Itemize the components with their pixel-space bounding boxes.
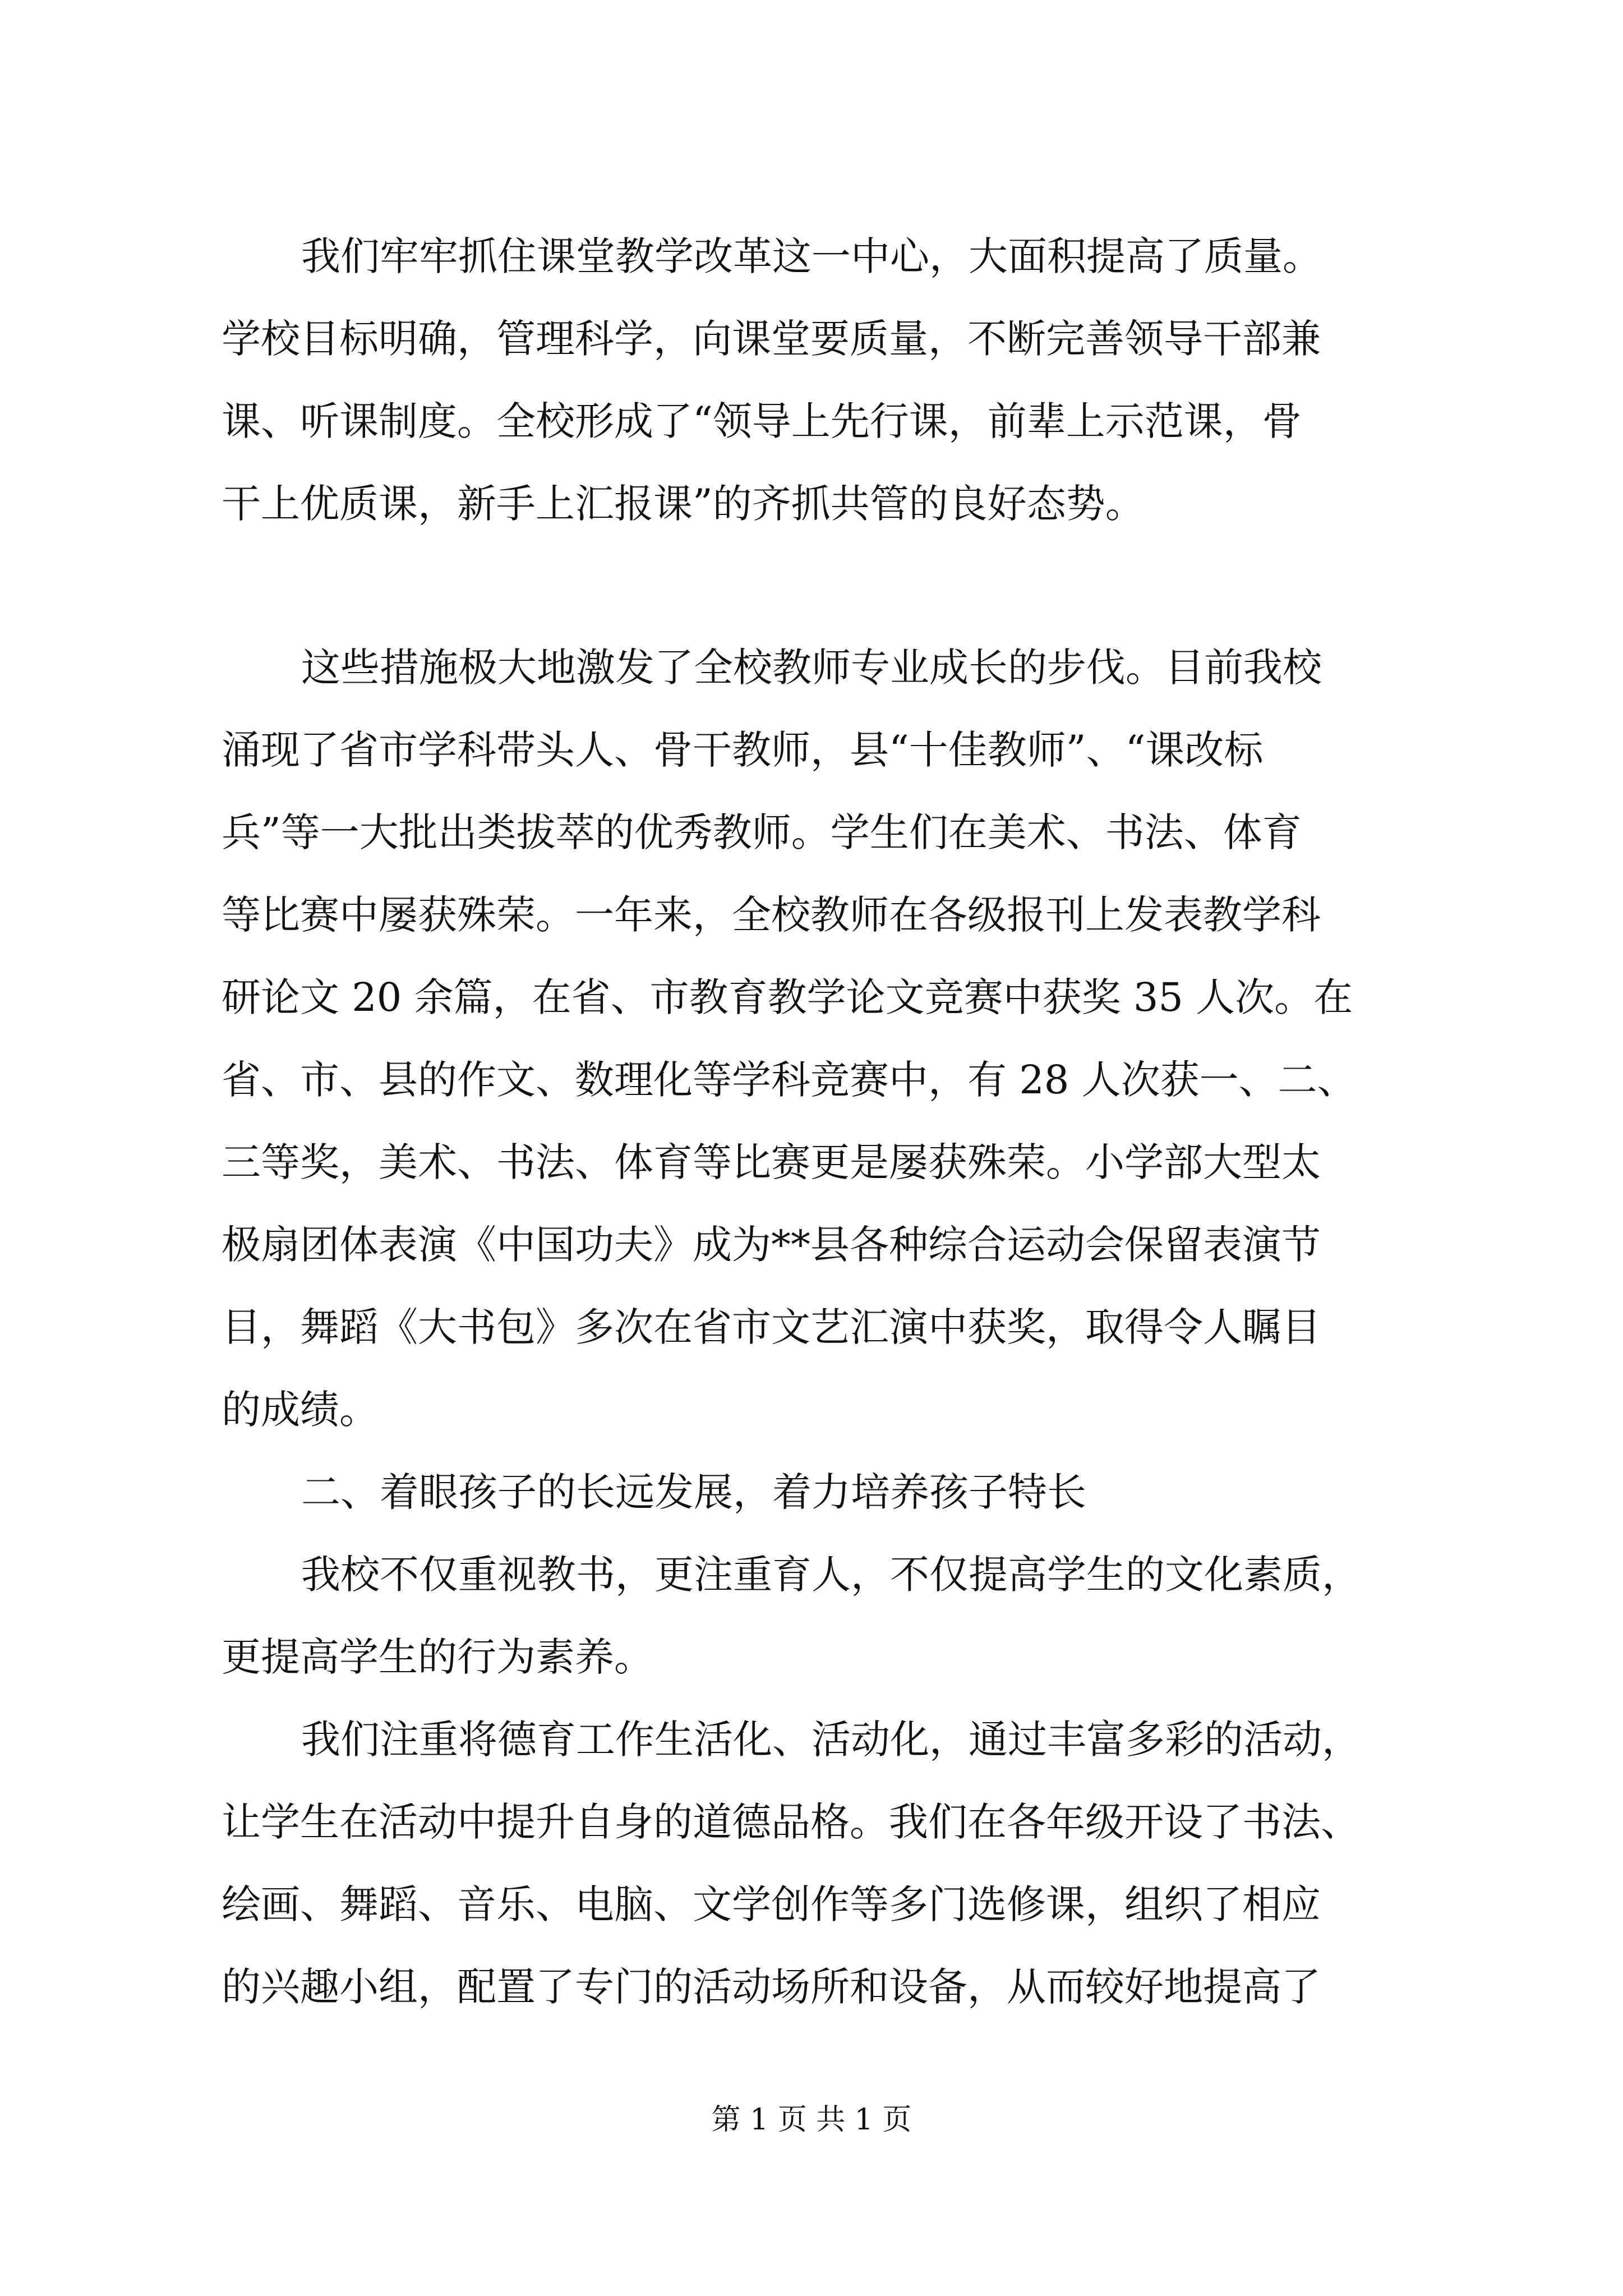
paragraph-line: 绘画、舞蹈、音乐、电脑、文学创作等多门选修课，组织了相应 — [222, 1881, 1321, 1927]
paragraph-line: 让学生在活动中提升自身的道德品格。我们在各年级开设了书法、 — [222, 1799, 1360, 1845]
paragraph-line: 等比赛中屡获殊荣。一年来，全校教师在各级报刊上发表教学科 — [222, 892, 1321, 938]
paragraph-line: 干上优质课，新手上汇报课”的齐抓共管的良好态势。 — [222, 481, 1145, 527]
section-heading: 二、着眼孩子的长远发展，着力培养孩子特长 — [301, 1469, 1086, 1515]
paragraph-line: 的兴趣小组，配置了专门的活动场所和设备，从而较好地提高了 — [222, 1964, 1321, 2010]
paragraph-line: 课、听课制度。全校形成了“领导上先行课，前辈上示范课，骨 — [222, 398, 1302, 444]
page-footer — [0, 2100, 1623, 2139]
paragraph-line: 这些措施极大地激发了全校教师专业成长的步伐。目前我校 — [301, 645, 1322, 691]
paragraph-line: 我们牢牢抓住课堂教学改革这一中心，大面积提高了质量。 — [301, 233, 1322, 279]
paragraph-line: 我校不仅重视教书，更注重育人，不仅提高学生的文化素质， — [301, 1552, 1361, 1598]
paragraph-line: 兵”等一大批出类拔萃的优秀教师。学生们在美术、书法、体育 — [222, 809, 1302, 855]
paragraph-line: 研论文 20 余篇，在省、市教育教学论文竞赛中获奖 35 人次。在 — [222, 974, 1353, 1020]
page-number-label: 第 1 页 共 1 页 — [711, 2103, 912, 2137]
paragraph-line: 目，舞蹈《大书包》多次在省市文艺汇演中获奖，取得令人瞩目 — [222, 1304, 1321, 1350]
paragraph-line: 省、市、县的作文、数理化等学科竞赛中，有 28 人次获一、二、 — [222, 1057, 1357, 1103]
paragraph-line: 涌现了省市学科带头人、骨干教师，县“十佳教师”、“课改标 — [222, 727, 1264, 773]
paragraph-line: 极扇团体表演《中国功夫》成为**县各种综合运动会保留表演节 — [222, 1222, 1321, 1268]
paragraph-line: 的成绩。 — [222, 1387, 379, 1433]
paragraph-line: 学校目标明确，管理科学，向课堂要质量，不断完善领导干部兼 — [222, 316, 1321, 362]
paragraph-line: 三等奖，美术、书法、体育等比赛更是屡获殊荣。小学部大型太 — [222, 1139, 1321, 1185]
paragraph-line: 我们注重将德育工作生活化、活动化，通过丰富多彩的活动， — [301, 1717, 1361, 1763]
paragraph-line: 更提高学生的行为素养。 — [222, 1634, 653, 1680]
